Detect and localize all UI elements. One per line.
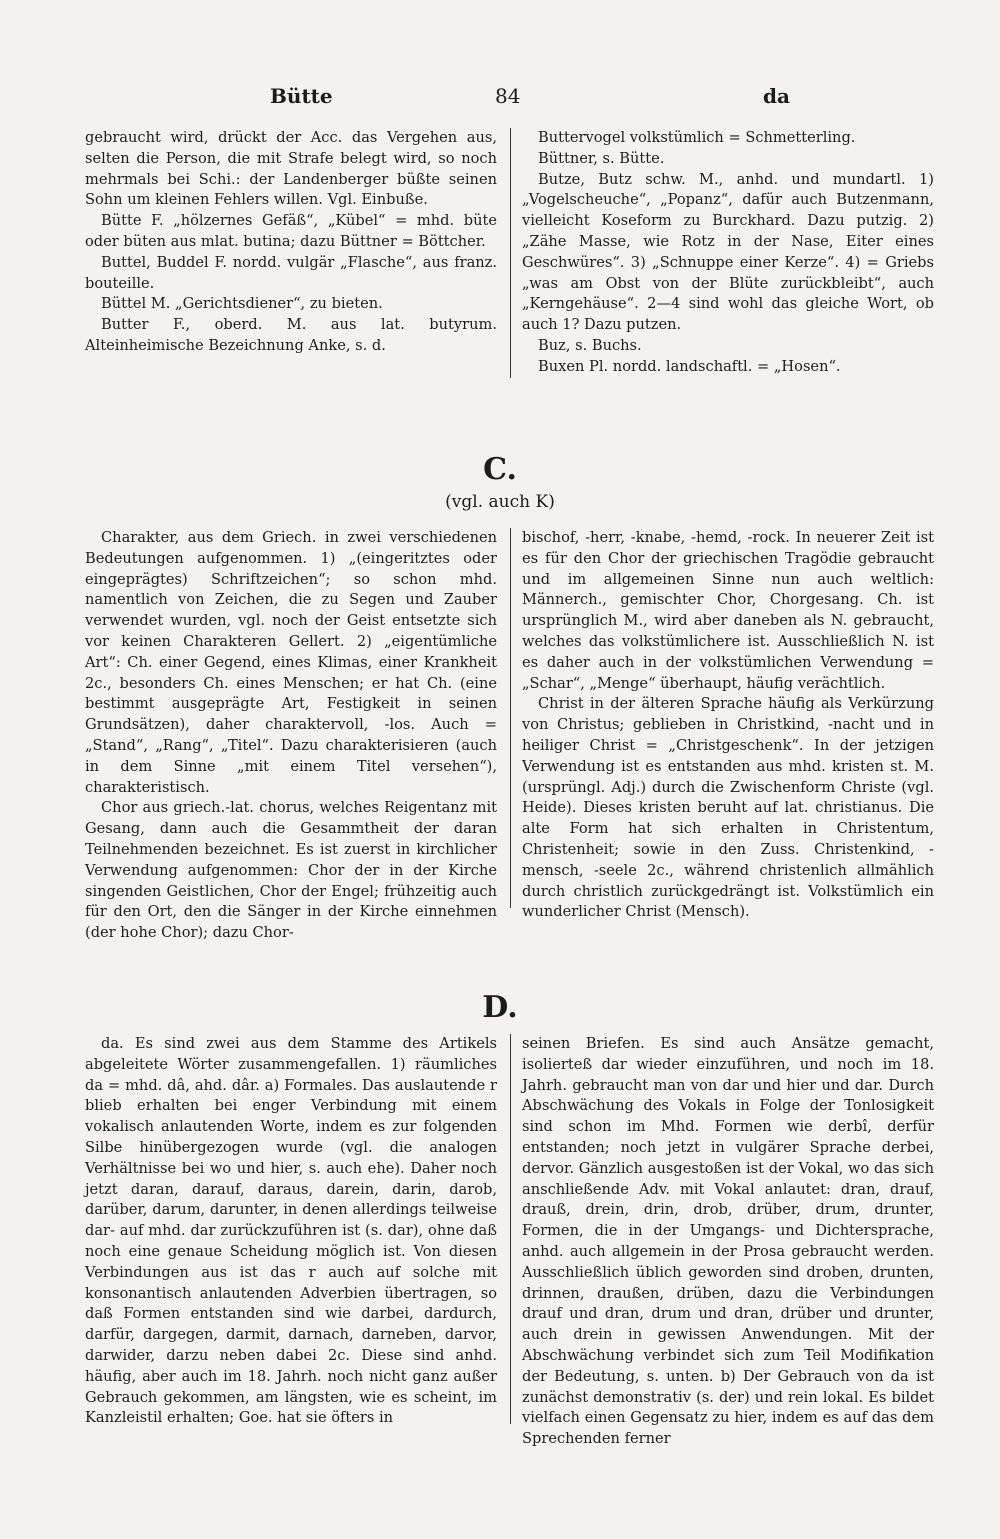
entry-paragraph: Buttervogel volkstümlich = Schmetterling. — [538, 129, 856, 146]
column-divider — [510, 128, 511, 378]
entry-paragraph: da. Es sind zwei aus dem Stamme des Artikels abgeleitete Wörter zusammengefallen. 1) räumliches da = mhd. dâ, ahd. dâr. a) Formales. Das auslautende r blieb erhalten bei enger Verbindung mit einem vokalisch anlautenden Worte, indem es zur folgenden Silbe hinübergezogen wurde (vgl. die analogen Verhältnisse bei wo und hier, s. auch ehe). Daher noch jetzt daran, darauf, daraus, darein, darin, darob, darüber, darum, darunter, in denen allerdings teilweise dar- auf mhd. dar zurückzuführen ist (s. dar), ohne daß noch eine genaue Scheidung möglich ist. Von diesen Verbindungen aus ist das r auch auf solche mit konsonantisch anlautenden Adverbien übertragen, so daß Formen entstanden sind wie darbei, dardurch, darfür, dargegen, darmit, darnach, darneben, darvor, darwider, darzu neben dabei 2c. Diese sind anhd. häufig, aber auch im 18. Jahrh. noch nicht ganz außer Gebrauch gekommen, am längsten, wie es scheint, im Kanzleistil erhalten; Goe. hat sie öfters in — [85, 1035, 497, 1427]
entry-paragraph: Buz, s. Buchs. — [538, 336, 642, 354]
header-left-keyword: Bütte — [270, 84, 333, 108]
entry-paragraph: Büttner, s. Bütte. — [538, 149, 665, 167]
entry-paragraph: seinen Briefen. Es sind auch Ansätze gemacht, isolierteß dar wieder einzuführen, und noch im 18. Jahrh. gebraucht man von dar und hier und dar. Durch Abschwächung des Vokals in Folge der Tonlosigkeit sind schon im Mhd. Formen wie derbî, derfür entstanden; noch jetzt in vulgärer Sprache derbei, dervor. Gänzlich ausgestoßen ist der Vokal, wo das sich anschließende Adv. mit Vokal anlautet: dran, drauf, drauß, drein, drin, drob, drüber, drum, drunter, Formen, die in der Umgangs- und Dichtersprache, anhd. auch allgemein in der Prosa gebraucht werden. Ausschließlich üblich geworden sind droben, drunten, drinnen, draußen, drüben, dazu die Verbindungen drauf und dran, drum und dran, drüber und drunter, auch drein in gewissen Anwendungen. Mit der Abschwächung verbindet sich zum Teil Modifikation der Bedeutung, s. unten. b) Der Gebrauch von da ist zunächst demonstrativ (s. der) und rein lokal. Es bildet vielfach einen Gegensatz zu hier, indem es auf das dem Sprechenden ferner — [522, 1035, 934, 1448]
header-right-keyword: da — [763, 84, 790, 108]
entry-paragraph: Buttel, Buddel F. nordd. vulgär „Flasche“, aus franz. bouteille. — [85, 253, 497, 292]
entry-paragraph: Butze, Butz schw. M., anhd. und mundartl. 1) „Vogelscheuche“, „Popanz“, dafür auch Butzenmann, vielleicht Koseform zu Burckhard. Dazu putzig. 2) „Zähe Masse, wie Rotz in der Nase, Eiter eines Geschwüres“. 3) „Schnuppe einer Kerze“. 4) = Griebs „was am Obst von der Blüte zurückbleibt“, auch „Kerngehäuse“. 2—4 sind wohl das gleiche Wort, ob auch 1? Dazu putzen. — [522, 170, 934, 334]
section-c-crossref: (vgl. auch K) — [445, 492, 555, 512]
page-header — [85, 80, 940, 116]
column-divider — [510, 1034, 511, 1424]
section-letter-c: C. — [483, 452, 517, 487]
mid-right-column — [522, 528, 934, 923]
bottom-left-column — [85, 1034, 497, 1429]
entry-paragraph: Butter F., oberd. M. aus lat. butyrum. Alteinheimische Bezeichnung Anke, s. d. — [85, 316, 497, 354]
entry-paragraph: Charakter, aus dem Griech. in zwei verschiedenen Bedeutungen aufgenommen. 1) „(eingeritztes oder eingeprägtes) Schriftzeichen“; so schon mhd. namentlich von Zeichen, die zu Segen und Zauber verwendet wurden, vgl. noch der Geist entsetzte sich vor keinen Charakteren Gellert. 2) „eigentümliche Art“: Ch. einer Gegend, eines Klimas, einer Krankheit 2c., besonders Ch. eines Menschen; er hat Ch. (eine bestimmt ausgeprägte Art, Festigkeit in seinen Grundsätzen), daher charaktervoll, -los. Auch = „Stand“, „Rang“, „Titel“. Dazu charakterisieren (auch in dem Sinne „mit einem Titel versehen“), charakteristisch. — [85, 529, 497, 796]
entry-paragraph: Bütte F. „hölzernes Gefäß“, „Kübel“ = mhd. büte oder büten aus mlat. butina; dazu Büttner = Böttcher. — [85, 212, 497, 250]
column-divider — [510, 528, 511, 908]
top-right-column — [522, 128, 934, 378]
entry-paragraph: gebraucht wird, drückt der Acc. das Vergehen aus, selten die Person, die mit Strafe belegt wird, so noch mehrmals bei Schi.: der Landenberger büßte seinen Sohn um kleinen Fehlers willen. Vgl. Einbuße. — [85, 129, 497, 209]
bottom-right-column — [522, 1034, 934, 1450]
entry-paragraph: Buxen Pl. nordd. landschaftl. = „Hosen“. — [538, 357, 841, 375]
entry-paragraph: Büttel M. „Gerichtsdiener“, zu bieten. — [101, 295, 383, 313]
entry-paragraph: Christ in der älteren Sprache häufig als Verkürzung von Christus; geblieben in Christkind, -nacht und in heiliger Christ = „Christgeschenk“. In der jetzigen Verwendung ist es entstanden aus mhd. kristen st. M. (ursprüngl. Adj.) durch die Zwischenform Christe (vgl. Heide). Dieses kristen beruht auf lat. christianus. Die alte Form hat sich erhalten in Christentum, Christenheit; sowie in den Zuss. Christenkind, -mensch, -seele 2c., während christenlich allmählich durch christlich zurückgedrängt ist. Volkstümlich ein wunderlicher Christ (Mensch). — [522, 695, 934, 921]
section-letter-d: D. — [482, 990, 518, 1025]
entry-paragraph: Chor aus griech.-lat. chorus, welches Reigentanz mit Gesang, dann auch die Gesammtheit der daran Teilnehmenden bezeichnet. Es ist zuerst in kirchlicher Verwendung aufgenommen: Chor der in der Kirche singenden Geistlichen, Chor der Engel; frühzeitig auch für den Ort, den die Sänger in der Kirche einnehmen (der hohe Chor); dazu Chor- — [85, 799, 497, 942]
mid-left-column — [85, 528, 497, 944]
top-left-column — [85, 128, 497, 357]
entry-paragraph: bischof, -herr, -knabe, -hemd, -rock. In neuerer Zeit ist es für den Chor der griechischen Tragödie gebraucht und im allgemeinen Sinne nun auch weltlich: Männerch., gemischter Chor, Chorgesang. Ch. ist ursprünglich M., wird aber daneben als N. gebraucht, welches das volkstümlichere ist. Ausschließlich N. ist es daher auch in der volkstümlichen Verwendung = „Schar“, „Menge“ überhaupt, häufig verächtlich. — [522, 529, 934, 692]
page-number: 84 — [495, 84, 521, 108]
